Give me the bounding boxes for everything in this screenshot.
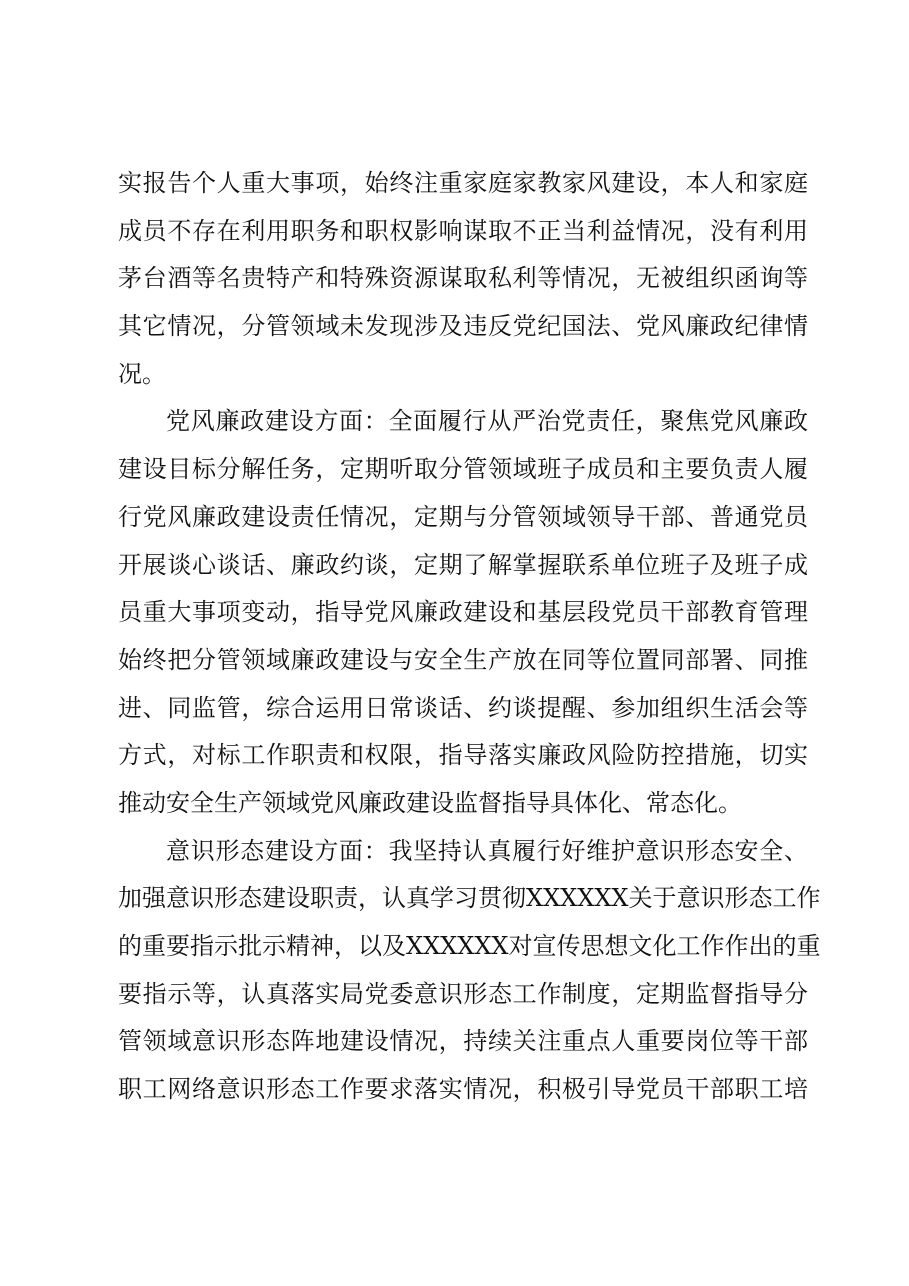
- text-line: 员重大事项变动，指导党风廉政建设和基层段党员干部教育管理: [118, 598, 808, 627]
- text-line: 要指示等，认真落实局党委意识形态工作制度，定期监督指导分: [118, 979, 808, 1008]
- text-line: 党风廉政建设方面：全面履行从严治党责任，聚焦党风廉政: [166, 407, 808, 436]
- text-line: 其它情况，分管领域未发现涉及违反党纪国法、党风廉政纪律情: [118, 312, 808, 341]
- text-line: 方式，对标工作职责和权限，指导落实廉政风险防控措施，切实: [118, 741, 808, 770]
- text-line: 职工网络意识形态工作要求落实情况，积极引导党员干部职工培: [118, 1075, 808, 1104]
- text-line: 意识形态建设方面：我坚持认真履行好维护意识形态安全、: [166, 836, 808, 865]
- text-line: 进、同监管，综合运用日常谈话、约谈提醒、参加组织生活会等: [118, 693, 808, 722]
- text-line: 况。: [118, 359, 166, 388]
- text-line: 始终把分管领域廉政建设与安全生产放在同等位置同部署、同推: [118, 645, 808, 674]
- text-line: 推动安全生产领域党风廉政建设监督指导具体化、常态化。: [118, 788, 742, 817]
- text-line: 建设目标分解任务，定期听取分管领域班子成员和主要负责人履: [118, 455, 808, 484]
- text-line: 成员不存在利用职务和职权影响谋取不正当利益情况，没有利用: [118, 216, 808, 245]
- body-text: [118, 160, 821, 1114]
- text-line: 行党风廉政建设责任情况，定期与分管领域领导干部、普通党员: [118, 502, 808, 531]
- text-line: 加强意识形态建设职责，认真学习贯彻XXXXXX关于意识形态工作: [118, 884, 821, 913]
- text-line: 的重要指示批示精神，以及XXXXXX对宣传思想文化工作作出的重: [118, 932, 821, 960]
- text-line: 管领域意识形态阵地建设情况，持续关注重点人重要岗位等干部: [118, 1027, 808, 1056]
- text-line: 茅台酒等名贵特产和特殊资源谋取私利等情况，无被组织函询等: [118, 264, 808, 293]
- text-line: 实报告个人重大事项，始终注重家庭家教家风建设，本人和家庭: [118, 169, 808, 197]
- text-line: 开展谈心谈话、廉政约谈，定期了解掌握联系单位班子及班子成: [118, 550, 808, 579]
